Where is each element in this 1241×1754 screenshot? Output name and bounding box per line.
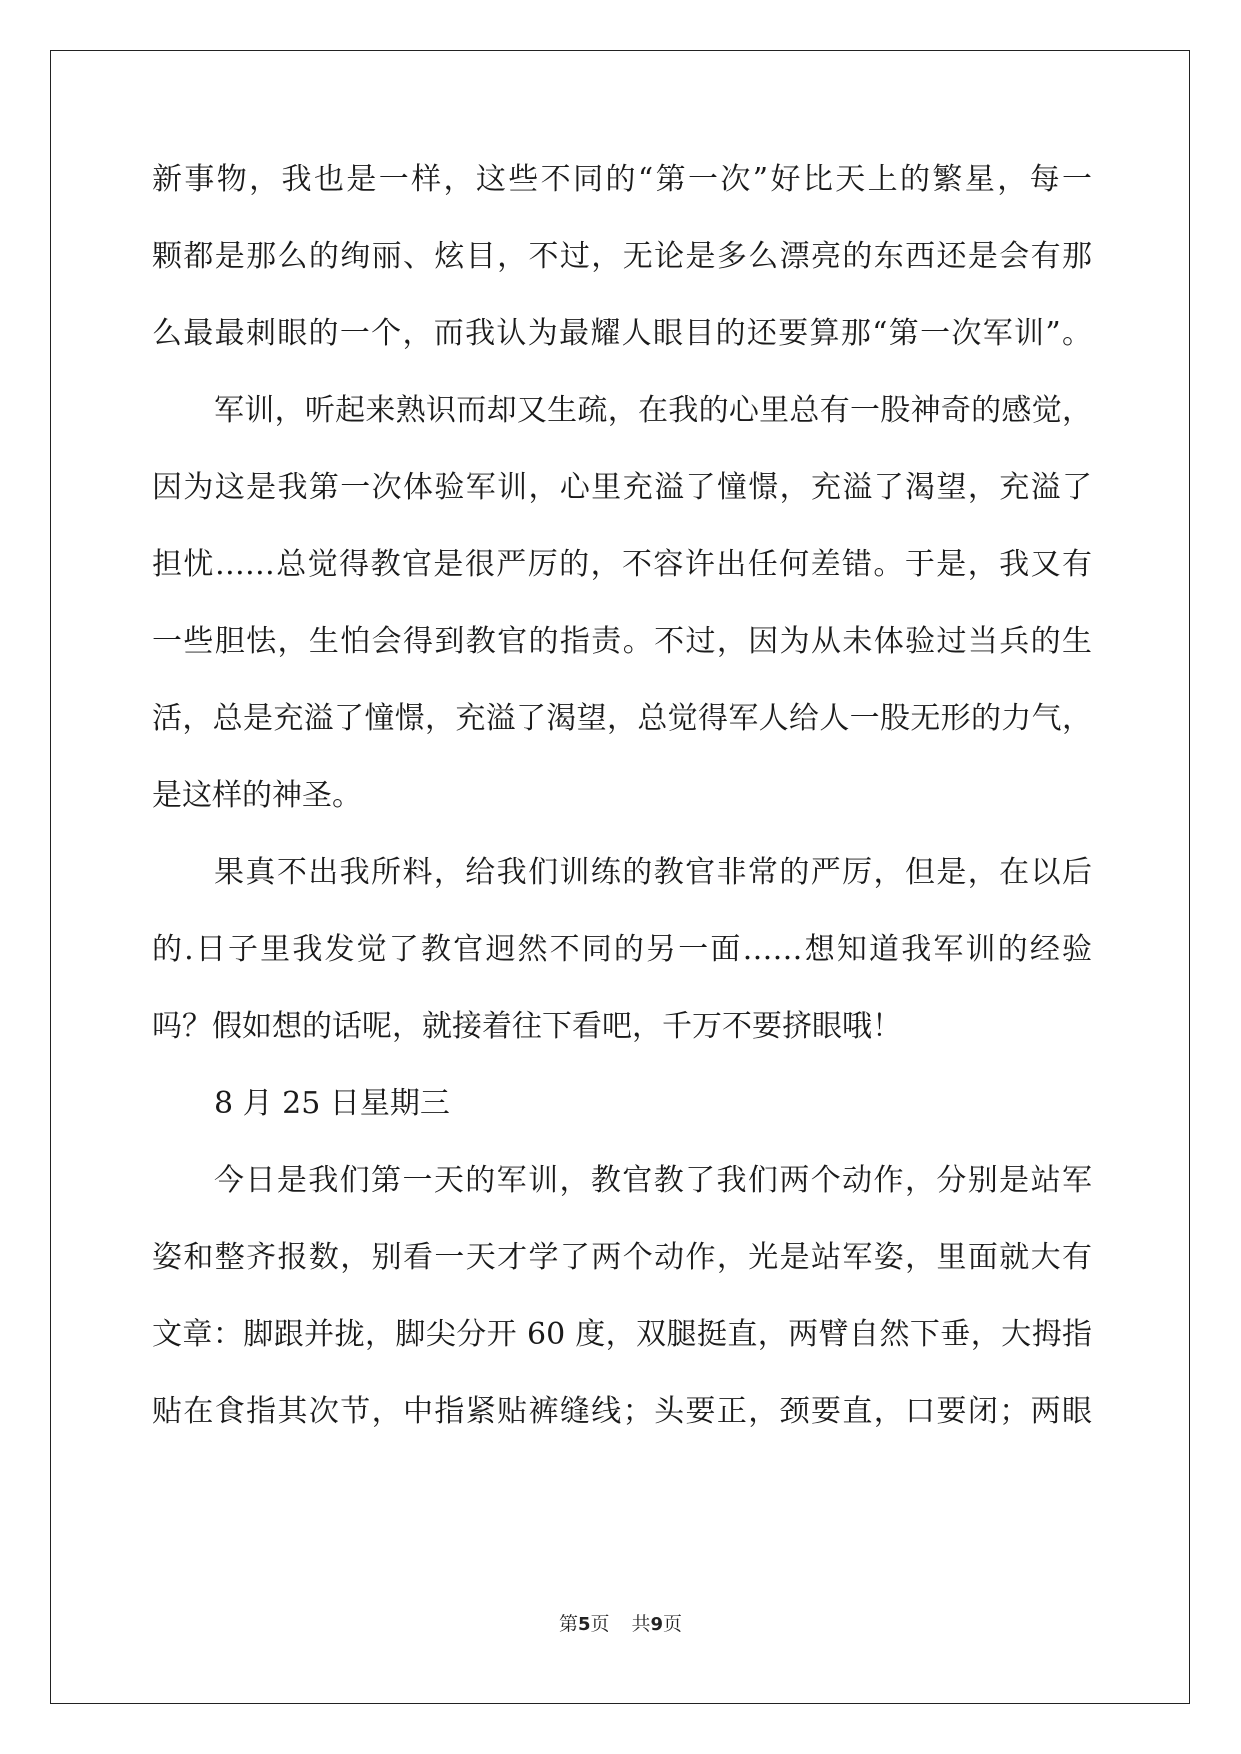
page-prefix: 第 [558,1613,578,1635]
text-line: 颗都是那么的绚丽、炫目，不过，无论是多么漂亮的东西还是会有那 [152,239,1092,274]
text-line: 一些胆怯，生怕会得到教官的指责。不过，因为从未体验过当兵的生 [152,624,1092,659]
page-number: 5 [577,1614,591,1635]
text-line: 因为这是我第一次体验军训，心里充溢了憧憬，充溢了渴望，充溢了 [152,470,1092,505]
text-line: 新事物，我也是一样，这些不同的“第一次”好比天上的繁星，每一 [152,162,1092,197]
text-line: 姿和整齐报数，别看一天才学了两个动作，光是站军姿，里面就大有 [152,1240,1092,1275]
paragraph-first-line: 果真不出我所料，给我们训练的教官非常的严厉，但是，在以后 [214,855,1092,890]
page-footer [0,1612,1241,1637]
date-heading: 8 月 25 日星期三 [214,1086,450,1121]
text-line: 活，总是充溢了憧憬，充溢了渴望，总觉得军人给人一股无形的力气， [152,701,1092,736]
text-line: 文章：脚跟并拢，脚尖分开 60 度，双腿挺直，两臂自然下垂，大拇指 [152,1317,1092,1352]
total-pages: 9 [650,1614,664,1635]
total-suffix: 页 [663,1613,683,1635]
text-line: 的.日子里我发觉了教官迥然不同的另一面……想知道我军训的经验 [152,932,1092,967]
paragraph-last-line: 是这样的神圣。 [152,778,362,813]
paragraph-last-line: 吗？假如想的话呢，就接着往下看吧，千万不要挤眼哦！ [152,1009,902,1044]
paragraph-first-line: 今日是我们第一天的军训，教官教了我们两个动作，分别是站军 [214,1163,1092,1198]
text-line: 担忧……总觉得教官是很严厉的，不容许出任何差错。于是，我又有 [152,547,1092,582]
text-line: 贴在食指其次节，中指紧贴裤缝线；头要正，颈要直，口要闭；两眼 [152,1394,1092,1429]
paragraph-first-line: 军训，听起来熟识而却又生疏，在我的心里总有一股神奇的感觉， [214,393,1092,428]
page-suffix: 页 [590,1613,610,1635]
text-line: 么最最刺眼的一个，而我认为最耀人眼目的还要算那“第一次军训”。 [152,316,1092,351]
total-prefix: 共 [631,1613,651,1635]
